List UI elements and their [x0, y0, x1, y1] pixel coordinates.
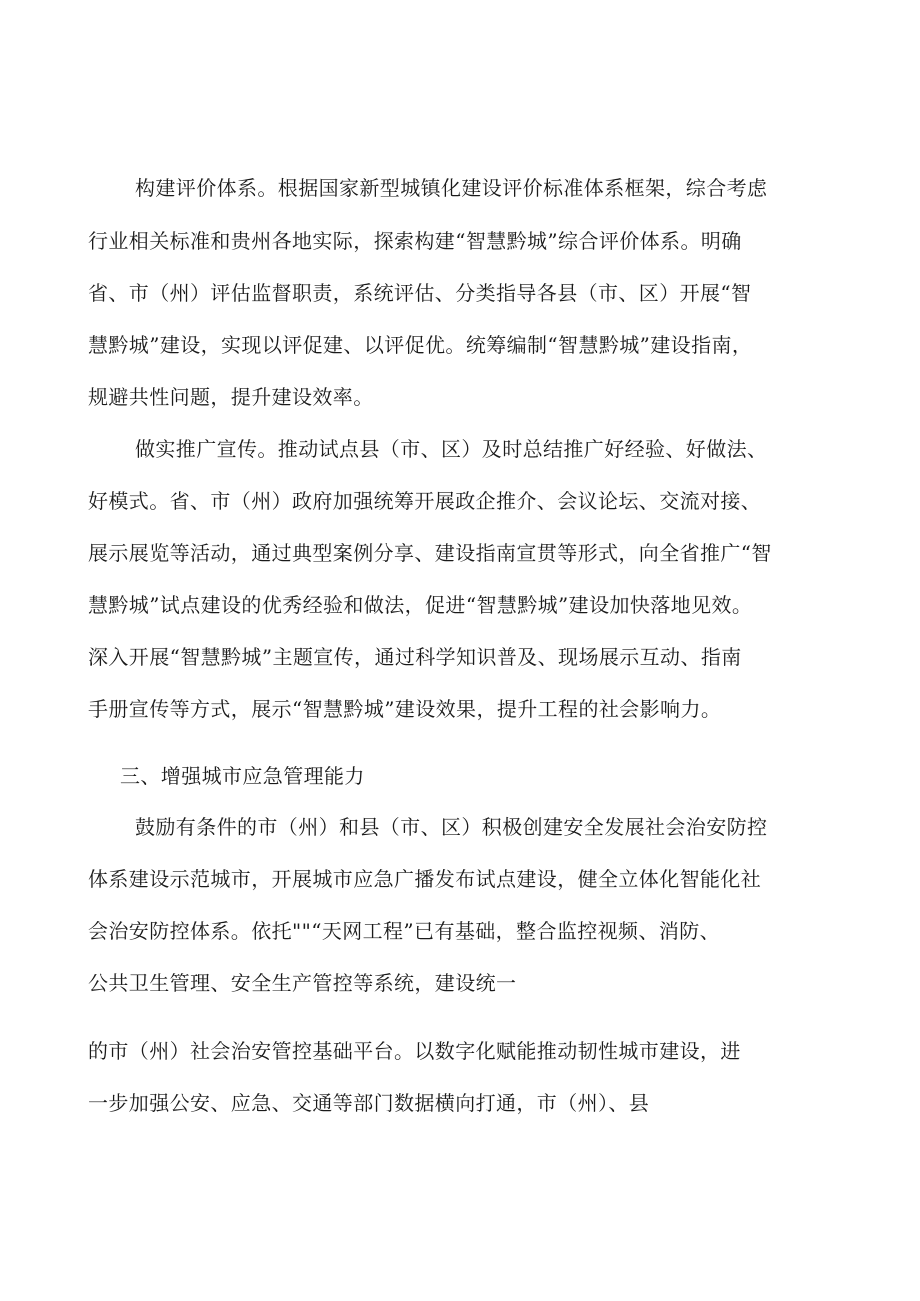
paragraph-3-line-3: 会治安防控体系。依托""“天网工程”已有基础，整合监控视频、消防、 — [88, 919, 721, 943]
paragraph-2-line-1: 做实推广宣传。推动试点县（市、区）及时总结推广好经验、好做法、 — [135, 437, 768, 461]
paragraph-4-line-1: 的市（州）社会治安管控基础平台。以数字化赋能推动韧性城市建设，进 — [88, 1039, 741, 1063]
paragraph-2-line-5: 深入开展“智慧黔城”主题宣传，通过科学知识普及、现场展示互动、指南 — [88, 645, 742, 669]
paragraph-1-line-1: 构建评价体系。根据国家新型城镇化建设评价标准体系框架，综合考虑 — [135, 176, 768, 200]
paragraph-3-line-2: 体系建设示范城市，开展城市应急广播发布试点建设，健全立体化智能化社 — [88, 867, 762, 891]
paragraph-4-line-2: 一步加强公安、应急、交通等部门数据横向打通，市（州）、县 — [88, 1091, 650, 1115]
section-heading: 三、增强城市应急管理能力 — [120, 764, 365, 788]
paragraph-2-line-2: 好模式。省、市（州）政府加强统筹开展政企推介、会议论坛、交流对接、 — [88, 489, 762, 513]
paragraph-3-line-1: 鼓励有条件的市（州）和县（市、区）积极创建安全发展社会治安防控 — [135, 815, 768, 839]
paragraph-3-line-4: 公共卫生管理、安全生产管控等系统，建设统一 — [88, 971, 517, 995]
paragraph-2-line-3: 展示展览等活动，通过典型案例分享、建设指南宣贯等形式，向全省推广“智 — [88, 541, 772, 565]
paragraph-1-line-5: 规避共性问题，提升建设效率。 — [88, 385, 374, 409]
paragraph-1-line-4: 慧黔城”建设，实现以评促建、以评促优。统筹编制“智慧黔城”建设指南， — [88, 333, 753, 357]
paragraph-2-line-4: 慧黔城”试点建设的优秀经验和做法，促进“智慧黔城”建设加快落地见效。 — [88, 593, 753, 617]
paragraph-1-line-2: 行业相关标准和贵州各地实际，探索构建“智慧黔城”综合评价体系。明确 — [88, 229, 742, 253]
paragraph-1-line-3: 省、市（州）评估监督职责，系统评估、分类指导各县（市、区）开展“智 — [88, 281, 752, 305]
paragraph-2-line-6: 手册宣传等方式，展示“智慧黔城”建设效果，提升工程的社会影响力。 — [88, 697, 722, 721]
